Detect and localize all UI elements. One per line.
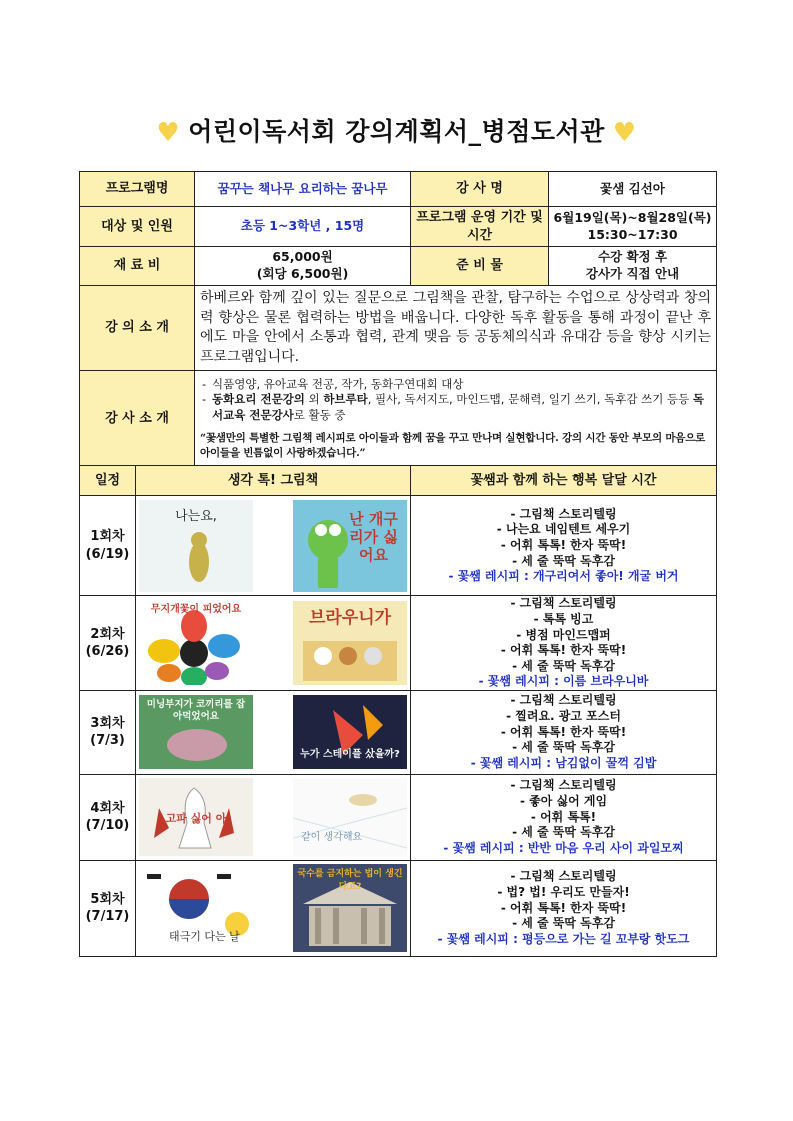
page-title	[0, 112, 793, 148]
prep-label: 준 비 물	[411, 247, 549, 286]
lecturer-quote: “꽃샘만의 특별한 그림책 레시피로 아이들과 함께 꿈을 꾸고 만나며 실현합니다. 강의 시간 동안 부모의 마음으로 아이들을 빈틈없이 사랑하겠습니다.”	[200, 432, 706, 459]
book-cover: 태극기 다는 날	[139, 864, 253, 952]
book-cover: 누가 스테이플 샀을까?	[293, 695, 407, 769]
period-label: 프로그램 운영 기간 및 시간	[411, 207, 549, 247]
session-activities: - 그림책 스토리텔링 - 좋아 싫어 게임 - 어휘 톡톡! - 세 줄 뚝딱 독후감 - 꽃쌤 레시피 : 반반 마음 우리 사이 과일모찌	[411, 774, 717, 860]
fee-per-session: (회당 6,500원)	[256, 266, 349, 281]
lecture-plan-table	[79, 171, 717, 957]
recipe: - 꽃쌤 레시피 : 남김없이 꿀꺽 김밥	[470, 755, 657, 770]
period-value	[549, 207, 717, 247]
title-text: 어린이독서회 강의계획서_병점도서관	[188, 117, 605, 146]
lecturer-intro	[195, 371, 717, 466]
recipe: - 꽃쌤 레시피 : 이름 브라우니바	[478, 674, 649, 689]
lecturer-line-1: - 식품영양, 유아교육 전공, 작가, 동화구연대회 대상	[212, 377, 711, 393]
session-activities: - 그림책 스토리텔링 - 찔려요. 광고 포스터 - 어휘 톡톡! 한자 뚝딱! - 세 줄 뚝딱 독후감 - 꽃쌤 레시피 : 남김없이 꿀꺽 김밥	[411, 690, 717, 774]
book-cover: 고파 싫어 아	[139, 778, 253, 856]
lecturer-label: 강 사 명	[411, 172, 549, 207]
prep-line-1: 수강 확정 후	[597, 249, 668, 265]
session-row	[80, 496, 717, 596]
session-row	[80, 596, 717, 691]
program-value: 꿈꾸는 책나무 요리하는 꿈나무	[195, 172, 411, 207]
session-label: 5회차 (7/17)	[80, 860, 136, 956]
book-cover: 국수를 금지하는 법이 생긴다고?	[293, 864, 407, 952]
book-cover: 미닝부지가 코끼리를 잡아먹었어요	[139, 695, 253, 769]
lecturer-line-2: - 동화요리 전문강의 외 하브루타, 필사, 독서지도, 마인드맵, 문해력, 일기 쓰기, 독후감 쓰기 등등 독서교육 전문강사로 활동 중	[212, 392, 711, 423]
intro-text: 하베르와 함께 깊이 있는 질문으로 그림책을 관찰, 탐구하는 수업으로 상상력과 창의력 향상은 물론 협력하는 방법을 배웁니다. 다양한 독후 활동을 통해 과정이 끝난 후에도 마을 안에서 소통과 협력, 관계 맺음 등 공동체의식과 유대감 등을 향상 시키는 프로그램입니다.	[195, 286, 717, 371]
heart-icon: ♥	[612, 118, 637, 148]
session-books	[136, 690, 411, 774]
session-label: 3회차 (7/3)	[80, 690, 136, 774]
period-time: 15:30~17:30	[587, 226, 678, 242]
session-books	[136, 496, 411, 596]
session-books	[136, 596, 411, 691]
session-label: 1회차 (6/19)	[80, 496, 136, 596]
session-activities: - 그림책 스토리텔링 - 법? 법! 우리도 만들자! - 어휘 톡톡! 한자 뚝딱! - 세 줄 뚝딱 독후감 - 꽃쌤 레시피 : 평등으로 가는 길 꼬부랑 핫도그	[411, 860, 717, 956]
session-label: 4회차 (7/10)	[80, 774, 136, 860]
session-activities: - 그림책 스토리텔링 - 톡톡 빙고 - 병점 마인드맵퍼 - 어휘 톡톡! 한자 뚝딱! - 세 줄 뚝딱 독후감 - 꽃쌤 레시피 : 이름 브라우니바	[411, 596, 717, 691]
fee-amount: 65,000원	[272, 249, 333, 265]
book-cover: 난 개구리가 싫어요	[293, 500, 407, 592]
session-row	[80, 860, 717, 956]
intro-label: 강 의 소 개	[80, 286, 195, 371]
prep-line-2: 강사가 직접 안내	[585, 266, 680, 281]
fee-label: 재 료 비	[80, 247, 195, 286]
period-date: 6월19일(목)~8월28일(목)	[553, 209, 712, 225]
session-label: 2회차 (6/26)	[80, 596, 136, 691]
lecturer-value: 꽃샘 김선아	[549, 172, 717, 207]
book-cover: 무지개꽃이 피었어요	[139, 601, 253, 685]
program-label: 프로그램명	[80, 172, 195, 207]
book-cover: 브라우니가	[293, 601, 407, 685]
session-row	[80, 774, 717, 860]
fee-value	[195, 247, 411, 286]
recipe: - 꽃쌤 레시피 : 평등으로 가는 길 꼬부랑 핫도그	[437, 931, 690, 946]
session-books	[136, 860, 411, 956]
recipe: - 꽃쌤 레시피 : 반반 마음 우리 사이 과일모찌	[443, 840, 684, 855]
schedule-col-books: 생각 톡! 그림책	[136, 466, 411, 496]
session-activities: - 그림책 스토리텔링 - 나는요 네임텐트 세우기 - 어휘 톡톡! 한자 뚝딱! - 세 줄 뚝딱 독후감 - 꽃쌤 레시피 : 개구리여서 좋아! 개굴 버거	[411, 496, 717, 596]
target-value: 초등 1~3학년 , 15명	[195, 207, 411, 247]
schedule-col-activities: 꽃쌤과 함께 하는 행복 달달 시간	[411, 466, 717, 496]
recipe: - 꽃쌤 레시피 : 개구리여서 좋아! 개굴 버거	[448, 569, 679, 584]
book-cover: 같이 생각해요	[293, 778, 407, 856]
heart-icon: ♥	[156, 118, 181, 148]
lecturer-intro-label: 강 사 소 개	[80, 371, 195, 466]
book-cover: 나는요,	[139, 500, 253, 592]
schedule-col-date: 일정	[80, 466, 136, 496]
session-row	[80, 690, 717, 774]
target-label: 대상 및 인원	[80, 207, 195, 247]
session-books	[136, 774, 411, 860]
prep-value	[549, 247, 717, 286]
